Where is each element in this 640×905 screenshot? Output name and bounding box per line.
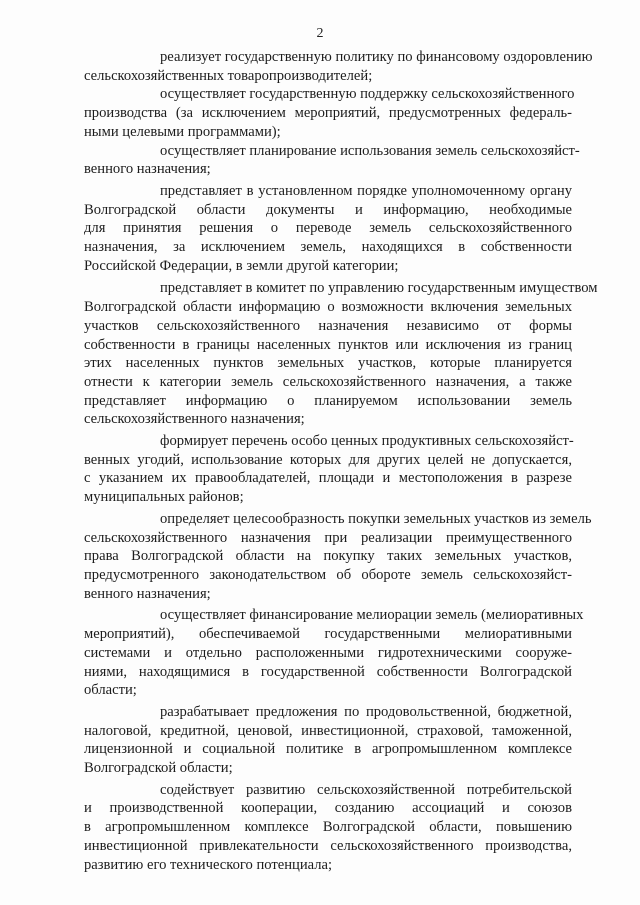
paragraph [84,781,572,875]
paragraph-line: развитию его технического потенциала; [84,856,333,873]
paragraph-line: венного назначения; [84,585,211,602]
paragraph-line: Волгоградской области информацию о возможности включения земельных [84,299,572,316]
paragraph [84,85,575,141]
paragraph-line: формирует перечень особо ценных продуктивных сельскохозяйст- [160,433,574,450]
paragraph-line: Российской Федерации, в земли другой категории; [84,257,399,274]
paragraph-line: налоговой, кредитной, ценовой, инвестиционной, страховой, таможенной, [84,722,572,739]
paragraph-line: разрабатывает предложения по продовольственной, бюджетной, [160,703,572,720]
paragraph [84,703,572,778]
paragraph-line: содействует развитию сельскохозяйственной потребительской [160,781,572,798]
paragraph-line: производства (за исключением мероприятий, предусмотренных федераль- [84,105,572,122]
paragraph-line: мероприятий), обеспечиваемой государственными мелиоративными [84,626,572,643]
paragraph-line: Волгоградской области; [84,760,233,777]
paragraph-line: для принятия решения о переводе земель сельскохозяйственного [84,220,572,237]
document-body [84,48,598,874]
paragraph-line: собственности в границы населенных пунктов или исключения из границ [84,336,572,353]
paragraph [84,279,598,429]
paragraph-line: ниями, находящимися в государственной собственности Волгоградской [84,663,572,680]
paragraph-line: этих населенных пунктов земельных участков, которые планируется [84,355,572,372]
paragraph-line: осуществляет государственную поддержку сельскохозяйственного [160,86,575,103]
paragraph-line: венных угодий, использование которых для других целей не допускается, [84,451,572,468]
paragraph-line: сельскохозяйственных товаропроизводителей; [84,67,373,84]
paragraph [84,510,592,604]
paragraph-line: представляет в установленном порядке уполномоченному органу [160,182,572,199]
paragraph-line: в агропромышленном комплексе Волгоградской области, повышению [84,819,572,836]
paragraph-line: определяет целесообразность покупки земельных участков из земель [160,510,592,527]
paragraph-line: и производственной кооперации, созданию ассоциаций и союзов [84,800,572,817]
paragraph-line: сельскохозяйственного назначения; [84,411,305,428]
paragraph-line: области; [84,682,137,699]
paragraph-line: представляет информацию о планируемом использовании земель [84,392,572,409]
paragraph-line: сельскохозяйственного назначения при реализации преимущественного [84,529,572,546]
page-number: 2 [316,26,324,41]
paragraph [84,182,572,276]
paragraph-line: реализует государственную политику по финансовому оздоровлению [160,49,593,65]
paragraph-line: права Волгоградской области на покупку таких земельных участков, [84,548,572,565]
paragraph-line: лицензионной и социальной политике в агропромышленном комплексе [84,741,572,758]
paragraph-line: ными целевыми программами); [84,123,281,140]
paragraph-line: Волгоградской области документы и информацию, необходимые [84,201,572,218]
paragraph-line: системами и отдельно расположенными гидротехническими сооруже- [84,644,572,661]
paragraph [84,432,572,507]
paragraph-line: отнести к категории земель сельскохозяйственного назначения, а также [84,373,572,390]
paragraph-line: с указанием их правообладателей, площади и местоположения в разрезе [84,470,572,487]
paragraph-line: представляет в комитет по управлению государственным имуществом [160,280,598,297]
paragraph-line: венного назначения; [84,161,211,178]
paragraph [84,606,584,700]
paragraph-line: осуществляет планирование использования земель сельскохозяйст- [160,142,580,159]
paragraph-line: осуществляет финансирование мелиорации земель (мелиоративных [160,607,584,624]
paragraph-line: муниципальных районов; [84,489,244,506]
paragraph [84,48,593,85]
paragraph-line: предусмотренного законодательством об обороте земель сельскохозяйст- [84,566,572,583]
paragraph-line: инвестиционной привлекательности сельскохозяйственного производства, [84,837,572,854]
paragraph-line: участков сельскохозяйственного назначения независимо от формы [84,317,572,334]
paragraph [84,142,580,179]
paragraph-line: назначения, за исключением земель, находящихся в собственности [84,239,572,256]
